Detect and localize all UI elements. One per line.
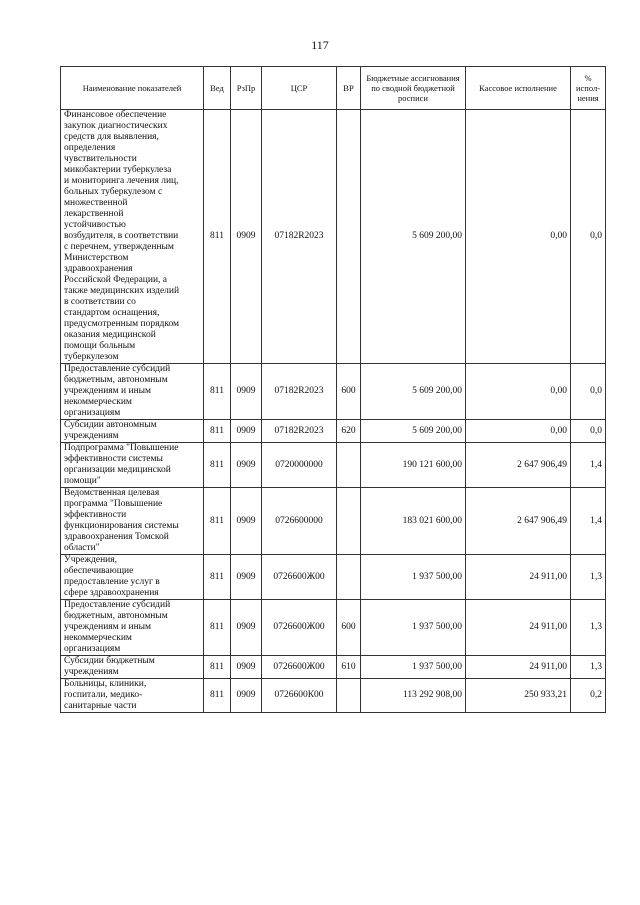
cell-name: Больницы, клиники, госпитали, медико- санитарные части bbox=[61, 679, 204, 713]
cell-percent: 0,0 bbox=[571, 364, 606, 420]
cell-csr: 07182R2023 bbox=[262, 420, 337, 443]
cell-rzpr: 0909 bbox=[231, 555, 262, 600]
cell-percent: 1,4 bbox=[571, 443, 606, 488]
cell-ved: 811 bbox=[204, 443, 231, 488]
cell-name: Предоставление субсидий бюджетным, автономным учреждениям и иным некоммерческим организациям bbox=[61, 600, 204, 656]
table-header-row bbox=[61, 67, 606, 110]
header-assignments: Бюджетные ассигнования по сводной бюджетной росписи bbox=[361, 67, 466, 110]
table-row bbox=[61, 656, 606, 679]
cell-vr: 600 bbox=[337, 600, 361, 656]
cell-assignments: 5 609 200,00 bbox=[361, 364, 466, 420]
cell-cash-execution: 24 911,00 bbox=[466, 656, 571, 679]
cell-name: Предоставление субсидий бюджетным, автономным учреждениям и иным некоммерческим организациям bbox=[61, 364, 204, 420]
cell-ved: 811 bbox=[204, 488, 231, 555]
cell-csr: 07182R2023 bbox=[262, 110, 337, 364]
cell-vr: 620 bbox=[337, 420, 361, 443]
cell-csr: 0726600000 bbox=[262, 488, 337, 555]
table-row bbox=[61, 420, 606, 443]
header-name: Наименование показателей bbox=[61, 67, 204, 110]
cell-assignments: 113 292 908,00 bbox=[361, 679, 466, 713]
table-row bbox=[61, 679, 606, 713]
cell-ved: 811 bbox=[204, 656, 231, 679]
cell-rzpr: 0909 bbox=[231, 110, 262, 364]
cell-cash-execution: 0,00 bbox=[466, 364, 571, 420]
cell-name: Ведомственная целевая программа "Повышение эффективности функционирования системы здравоохранения Томской области" bbox=[61, 488, 204, 555]
cell-vr bbox=[337, 679, 361, 713]
cell-cash-execution: 24 911,00 bbox=[466, 600, 571, 656]
cell-percent: 0,0 bbox=[571, 420, 606, 443]
header-rzpr: РзПр bbox=[231, 67, 262, 110]
cell-csr: 0726600Ж00 bbox=[262, 555, 337, 600]
cell-csr: 0726600Ж00 bbox=[262, 600, 337, 656]
cell-percent: 1,3 bbox=[571, 600, 606, 656]
header-vr: ВР bbox=[337, 67, 361, 110]
cell-cash-execution: 0,00 bbox=[466, 420, 571, 443]
table-row bbox=[61, 488, 606, 555]
cell-rzpr: 0909 bbox=[231, 364, 262, 420]
table-row bbox=[61, 600, 606, 656]
header-ved: Вед bbox=[204, 67, 231, 110]
cell-cash-execution: 2 647 906,49 bbox=[466, 488, 571, 555]
cell-name: Подпрограмма "Повышение эффективности системы организации медицинской помощи" bbox=[61, 443, 204, 488]
cell-csr: 0726600Ж00 bbox=[262, 656, 337, 679]
cell-ved: 811 bbox=[204, 364, 231, 420]
cell-csr: 0726600К00 bbox=[262, 679, 337, 713]
cell-csr: 07182R2023 bbox=[262, 364, 337, 420]
cell-assignments: 5 609 200,00 bbox=[361, 420, 466, 443]
table-row bbox=[61, 110, 606, 364]
cell-rzpr: 0909 bbox=[231, 420, 262, 443]
table-row bbox=[61, 555, 606, 600]
cell-rzpr: 0909 bbox=[231, 600, 262, 656]
cell-vr bbox=[337, 443, 361, 488]
cell-cash-execution: 2 647 906,49 bbox=[466, 443, 571, 488]
cell-percent: 1,3 bbox=[571, 656, 606, 679]
cell-vr bbox=[337, 555, 361, 600]
cell-percent: 0,2 bbox=[571, 679, 606, 713]
cell-rzpr: 0909 bbox=[231, 656, 262, 679]
cell-vr bbox=[337, 110, 361, 364]
cell-cash-execution: 24 911,00 bbox=[466, 555, 571, 600]
cell-percent: 1,3 bbox=[571, 555, 606, 600]
cell-ved: 811 bbox=[204, 679, 231, 713]
cell-ved: 811 bbox=[204, 555, 231, 600]
cell-rzpr: 0909 bbox=[231, 679, 262, 713]
cell-vr: 600 bbox=[337, 364, 361, 420]
cell-csr: 0720000000 bbox=[262, 443, 337, 488]
cell-rzpr: 0909 bbox=[231, 443, 262, 488]
cell-name: Субсидии автономным учреждениям bbox=[61, 420, 204, 443]
cell-cash-execution: 250 933,21 bbox=[466, 679, 571, 713]
cell-ved: 811 bbox=[204, 420, 231, 443]
cell-assignments: 190 121 600,00 bbox=[361, 443, 466, 488]
table-row bbox=[61, 443, 606, 488]
page-number: 117 bbox=[311, 38, 329, 52]
cell-assignments: 1 937 500,00 bbox=[361, 600, 466, 656]
cell-vr: 610 bbox=[337, 656, 361, 679]
cell-rzpr: 0909 bbox=[231, 488, 262, 555]
cell-ved: 811 bbox=[204, 110, 231, 364]
cell-assignments: 183 021 600,00 bbox=[361, 488, 466, 555]
table-row bbox=[61, 364, 606, 420]
header-cash-execution: Кассовое исполнение bbox=[466, 67, 571, 110]
cell-assignments: 1 937 500,00 bbox=[361, 555, 466, 600]
budget-execution-table bbox=[60, 66, 606, 713]
cell-vr bbox=[337, 488, 361, 555]
cell-name: Финансовое обеспечение закупок диагностических средств для выявления, определения чувствительности микобактерии туберкулеза и мониторинга лечения лиц, больных туберкулезом с множественной лекарственной устойчивостью возбудителя, в соответствии с перечнем, утвержденным Министерством здравоохранения Российской Федерации, а также медицинских изделий в соответствии со стандартом оснащения, предусмотренным порядком оказания медицинской помощи больным туберкулезом bbox=[61, 110, 204, 364]
cell-ved: 811 bbox=[204, 600, 231, 656]
cell-percent: 0,0 bbox=[571, 110, 606, 364]
cell-name: Учреждения, обеспечивающие предоставление услуг в сфере здравоохранения bbox=[61, 555, 204, 600]
header-csr: ЦСР bbox=[262, 67, 337, 110]
cell-assignments: 5 609 200,00 bbox=[361, 110, 466, 364]
cell-percent: 1,4 bbox=[571, 488, 606, 555]
cell-cash-execution: 0,00 bbox=[466, 110, 571, 364]
header-percent: % испол-нения bbox=[571, 67, 606, 110]
cell-assignments: 1 937 500,00 bbox=[361, 656, 466, 679]
cell-name: Субсидии бюджетным учреждениям bbox=[61, 656, 204, 679]
